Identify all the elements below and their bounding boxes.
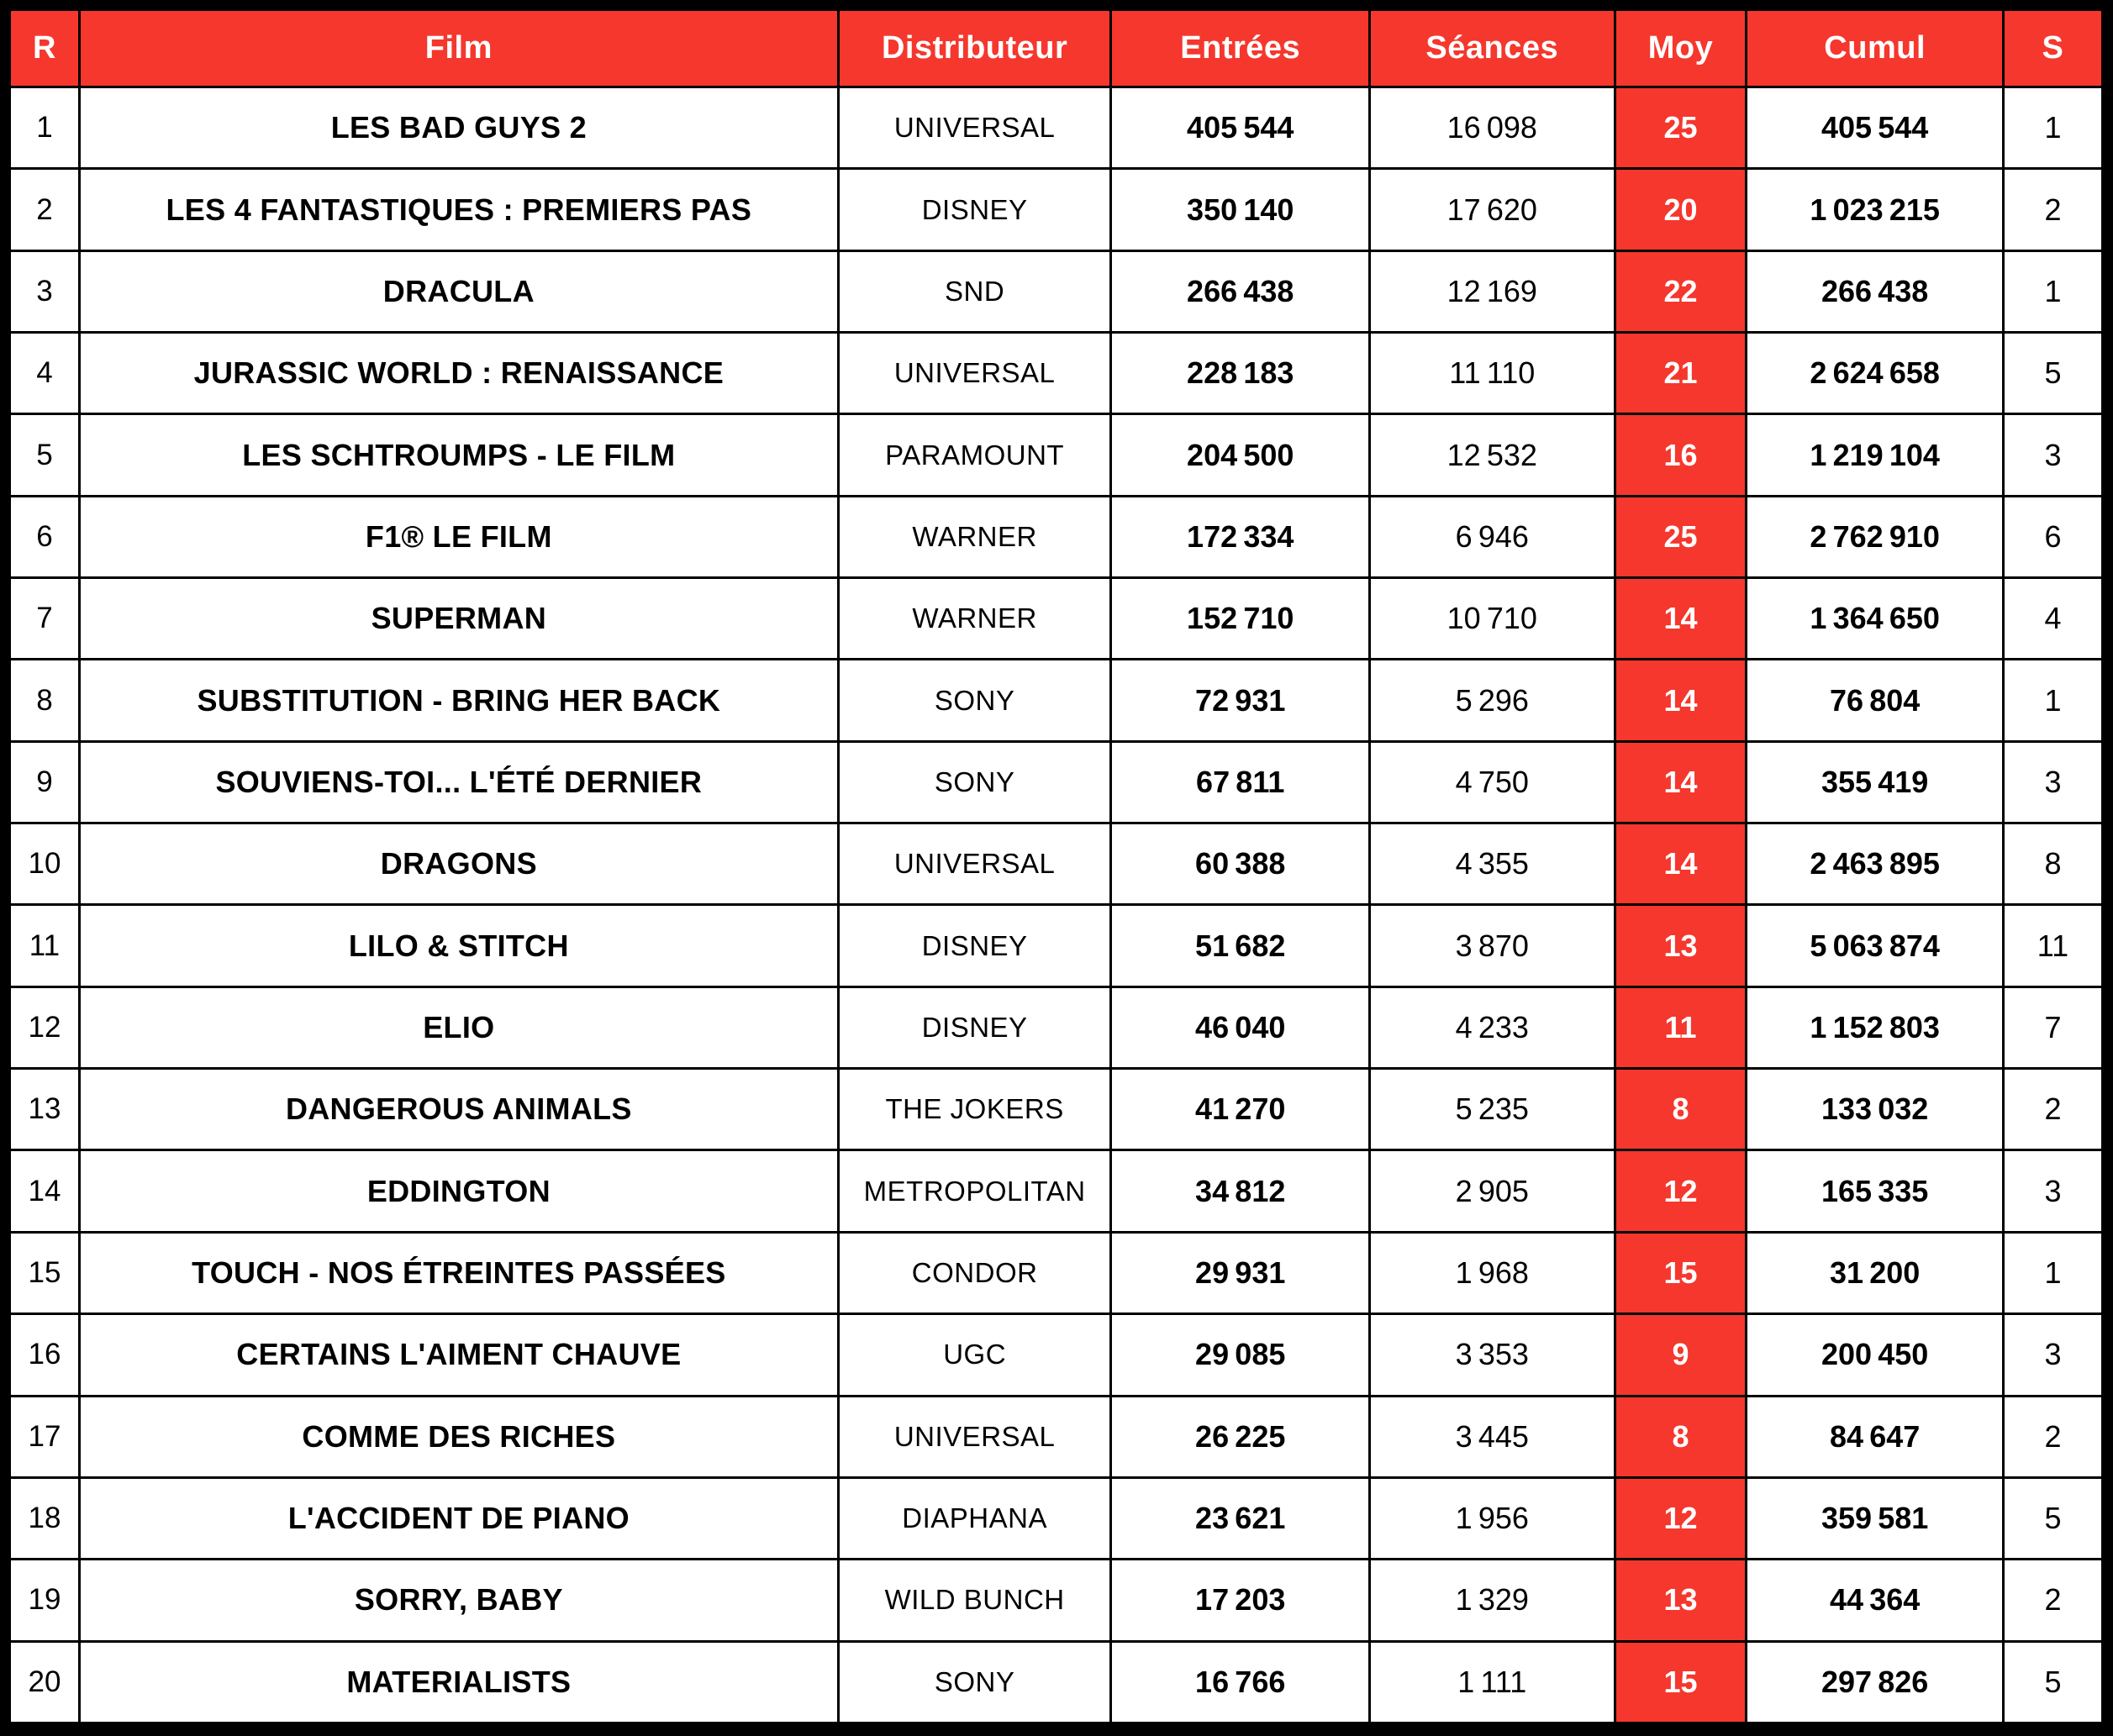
entries-cell: 23 621	[1111, 1477, 1370, 1559]
table-row	[10, 169, 2103, 250]
weeks-cell: 5	[2003, 1477, 2102, 1559]
entries-cell: 26 225	[1111, 1396, 1370, 1477]
distributor-cell: CONDOR	[838, 1232, 1111, 1313]
rank-cell: 9	[10, 741, 80, 823]
table-row	[10, 333, 2103, 414]
header-screenings: Séances	[1369, 10, 1615, 87]
entries-cell: 204 500	[1111, 414, 1370, 496]
film-title-cell: TOUCH - NOS ÉTREINTES PASSÉES	[79, 1232, 838, 1313]
rank-cell: 2	[10, 169, 80, 250]
average-cell: 12	[1615, 1477, 1747, 1559]
entries-cell: 16 766	[1111, 1641, 1370, 1723]
film-title-cell: DRAGONS	[79, 823, 838, 905]
table-row	[10, 1150, 2103, 1232]
entries-cell: 29 931	[1111, 1232, 1370, 1313]
cumulative-cell: 1 219 104	[1747, 414, 2004, 496]
entries-cell: 405 544	[1111, 87, 1370, 169]
rank-cell: 8	[10, 660, 80, 741]
average-cell: 13	[1615, 905, 1747, 986]
rank-cell: 11	[10, 905, 80, 986]
film-title-cell: DRACULA	[79, 250, 838, 332]
table-body	[10, 87, 2103, 1723]
rank-cell: 1	[10, 87, 80, 169]
distributor-cell: WILD BUNCH	[838, 1560, 1111, 1641]
average-cell: 12	[1615, 1150, 1747, 1232]
distributor-cell: SONY	[838, 741, 1111, 823]
rank-cell: 18	[10, 1477, 80, 1559]
cumulative-cell: 355 419	[1747, 741, 2004, 823]
average-cell: 15	[1615, 1232, 1747, 1313]
distributor-cell: THE JOKERS	[838, 1069, 1111, 1150]
header-cumulative: Cumul	[1747, 10, 2004, 87]
table-row	[10, 660, 2103, 741]
table-row	[10, 1232, 2103, 1313]
entries-cell: 17 203	[1111, 1560, 1370, 1641]
cumulative-cell: 2 624 658	[1747, 333, 2004, 414]
screenings-cell: 1 968	[1369, 1232, 1615, 1313]
average-cell: 16	[1615, 414, 1747, 496]
distributor-cell: PARAMOUNT	[838, 414, 1111, 496]
distributor-cell: SONY	[838, 1641, 1111, 1723]
weeks-cell: 2	[2003, 1560, 2102, 1641]
table-row	[10, 496, 2103, 577]
cumulative-cell: 2 463 895	[1747, 823, 2004, 905]
table-row	[10, 1396, 2103, 1477]
rank-cell: 3	[10, 250, 80, 332]
header-average: Moy	[1615, 10, 1747, 87]
weeks-cell: 7	[2003, 986, 2102, 1068]
screenings-cell: 5 296	[1369, 660, 1615, 741]
film-title-cell: SUBSTITUTION - BRING HER BACK	[79, 660, 838, 741]
screenings-cell: 4 355	[1369, 823, 1615, 905]
rank-cell: 15	[10, 1232, 80, 1313]
rank-cell: 20	[10, 1641, 80, 1723]
film-title-cell: LILO & STITCH	[79, 905, 838, 986]
table-header	[10, 10, 2103, 87]
entries-cell: 51 682	[1111, 905, 1370, 986]
weeks-cell: 3	[2003, 741, 2102, 823]
entries-cell: 34 812	[1111, 1150, 1370, 1232]
rank-cell: 6	[10, 496, 80, 577]
average-cell: 14	[1615, 578, 1747, 660]
header-weeks: S	[2003, 10, 2102, 87]
film-title-cell: LES SCHTROUMPS - LE FILM	[79, 414, 838, 496]
weeks-cell: 1	[2003, 1232, 2102, 1313]
distributor-cell: WARNER	[838, 578, 1111, 660]
table-row	[10, 87, 2103, 169]
weeks-cell: 3	[2003, 1314, 2102, 1396]
weeks-cell: 5	[2003, 1641, 2102, 1723]
cumulative-cell: 5 063 874	[1747, 905, 2004, 986]
entries-cell: 228 183	[1111, 333, 1370, 414]
entries-cell: 72 931	[1111, 660, 1370, 741]
weeks-cell: 8	[2003, 823, 2102, 905]
table-row	[10, 1477, 2103, 1559]
film-title-cell: DANGEROUS ANIMALS	[79, 1069, 838, 1150]
entries-cell: 172 334	[1111, 496, 1370, 577]
table-row	[10, 905, 2103, 986]
screenings-cell: 1 329	[1369, 1560, 1615, 1641]
weeks-cell: 2	[2003, 1069, 2102, 1150]
weeks-cell: 6	[2003, 496, 2102, 577]
distributor-cell: UNIVERSAL	[838, 87, 1111, 169]
rank-cell: 12	[10, 986, 80, 1068]
average-cell: 8	[1615, 1069, 1747, 1150]
cumulative-cell: 133 032	[1747, 1069, 2004, 1150]
table-row	[10, 1641, 2103, 1723]
screenings-cell: 11 110	[1369, 333, 1615, 414]
weeks-cell: 3	[2003, 414, 2102, 496]
rank-cell: 16	[10, 1314, 80, 1396]
screenings-cell: 1 111	[1369, 1641, 1615, 1723]
film-title-cell: CERTAINS L'AIMENT CHAUVE	[79, 1314, 838, 1396]
cumulative-cell: 200 450	[1747, 1314, 2004, 1396]
average-cell: 21	[1615, 333, 1747, 414]
entries-cell: 152 710	[1111, 578, 1370, 660]
film-title-cell: SORRY, BABY	[79, 1560, 838, 1641]
table-row	[10, 250, 2103, 332]
distributor-cell: UNIVERSAL	[838, 1396, 1111, 1477]
average-cell: 25	[1615, 496, 1747, 577]
weeks-cell: 2	[2003, 169, 2102, 250]
entries-cell: 29 085	[1111, 1314, 1370, 1396]
header-rank: R	[10, 10, 80, 87]
rank-cell: 14	[10, 1150, 80, 1232]
screenings-cell: 6 946	[1369, 496, 1615, 577]
film-title-cell: LES BAD GUYS 2	[79, 87, 838, 169]
box-office-table	[8, 8, 2104, 1724]
cumulative-cell: 1 364 650	[1747, 578, 2004, 660]
average-cell: 15	[1615, 1641, 1747, 1723]
rank-cell: 19	[10, 1560, 80, 1641]
entries-cell: 46 040	[1111, 986, 1370, 1068]
screenings-cell: 2 905	[1369, 1150, 1615, 1232]
cumulative-cell: 2 762 910	[1747, 496, 2004, 577]
cumulative-cell: 84 647	[1747, 1396, 2004, 1477]
screenings-cell: 3 353	[1369, 1314, 1615, 1396]
screenings-cell: 12 532	[1369, 414, 1615, 496]
weeks-cell: 5	[2003, 333, 2102, 414]
cumulative-cell: 31 200	[1747, 1232, 2004, 1313]
screenings-cell: 3 870	[1369, 905, 1615, 986]
distributor-cell: SND	[838, 250, 1111, 332]
screenings-cell: 16 098	[1369, 87, 1615, 169]
cumulative-cell: 165 335	[1747, 1150, 2004, 1232]
screenings-cell: 4 233	[1369, 986, 1615, 1068]
table-row	[10, 578, 2103, 660]
cumulative-cell: 297 826	[1747, 1641, 2004, 1723]
entries-cell: 67 811	[1111, 741, 1370, 823]
table-row	[10, 1069, 2103, 1150]
weeks-cell: 4	[2003, 578, 2102, 660]
film-title-cell: F1® LE FILM	[79, 496, 838, 577]
screenings-cell: 3 445	[1369, 1396, 1615, 1477]
average-cell: 9	[1615, 1314, 1747, 1396]
header-row	[10, 10, 2103, 87]
distributor-cell: WARNER	[838, 496, 1111, 577]
entries-cell: 266 438	[1111, 250, 1370, 332]
rank-cell: 7	[10, 578, 80, 660]
weeks-cell: 3	[2003, 1150, 2102, 1232]
entries-cell: 60 388	[1111, 823, 1370, 905]
rank-cell: 10	[10, 823, 80, 905]
film-title-cell: LES 4 FANTASTIQUES : PREMIERS PAS	[79, 169, 838, 250]
film-title-cell: MATERIALISTS	[79, 1641, 838, 1723]
entries-cell: 350 140	[1111, 169, 1370, 250]
rank-cell: 5	[10, 414, 80, 496]
cumulative-cell: 405 544	[1747, 87, 2004, 169]
table-row	[10, 741, 2103, 823]
cumulative-cell: 1 152 803	[1747, 986, 2004, 1068]
weeks-cell: 1	[2003, 250, 2102, 332]
distributor-cell: SONY	[838, 660, 1111, 741]
table-row	[10, 1314, 2103, 1396]
film-title-cell: SOUVIENS-TOI... L'ÉTÉ DERNIER	[79, 741, 838, 823]
weeks-cell: 11	[2003, 905, 2102, 986]
header-film: Film	[79, 10, 838, 87]
distributor-cell: METROPOLITAN	[838, 1150, 1111, 1232]
average-cell: 14	[1615, 741, 1747, 823]
header-distributor: Distributeur	[838, 10, 1111, 87]
distributor-cell: DISNEY	[838, 169, 1111, 250]
average-cell: 22	[1615, 250, 1747, 332]
table-row	[10, 823, 2103, 905]
distributor-cell: UNIVERSAL	[838, 823, 1111, 905]
table-row	[10, 986, 2103, 1068]
film-title-cell: JURASSIC WORLD : RENAISSANCE	[79, 333, 838, 414]
distributor-cell: DISNEY	[838, 986, 1111, 1068]
cumulative-cell: 359 581	[1747, 1477, 2004, 1559]
distributor-cell: DISNEY	[838, 905, 1111, 986]
screenings-cell: 12 169	[1369, 250, 1615, 332]
average-cell: 25	[1615, 87, 1747, 169]
distributor-cell: UGC	[838, 1314, 1111, 1396]
rank-cell: 13	[10, 1069, 80, 1150]
film-title-cell: COMME DES RICHES	[79, 1396, 838, 1477]
screenings-cell: 4 750	[1369, 741, 1615, 823]
distributor-cell: DIAPHANA	[838, 1477, 1111, 1559]
table-row	[10, 414, 2103, 496]
cumulative-cell: 1 023 215	[1747, 169, 2004, 250]
film-title-cell: SUPERMAN	[79, 578, 838, 660]
cumulative-cell: 76 804	[1747, 660, 2004, 741]
screenings-cell: 5 235	[1369, 1069, 1615, 1150]
weeks-cell: 1	[2003, 660, 2102, 741]
header-entries: Entrées	[1111, 10, 1370, 87]
cumulative-cell: 266 438	[1747, 250, 2004, 332]
rank-cell: 4	[10, 333, 80, 414]
average-cell: 14	[1615, 660, 1747, 741]
average-cell: 8	[1615, 1396, 1747, 1477]
screenings-cell: 1 956	[1369, 1477, 1615, 1559]
screenings-cell: 17 620	[1369, 169, 1615, 250]
film-title-cell: EDDINGTON	[79, 1150, 838, 1232]
table-row	[10, 1560, 2103, 1641]
film-title-cell: L'ACCIDENT DE PIANO	[79, 1477, 838, 1559]
film-title-cell: ELIO	[79, 986, 838, 1068]
weeks-cell: 1	[2003, 87, 2102, 169]
distributor-cell: UNIVERSAL	[838, 333, 1111, 414]
rank-cell: 17	[10, 1396, 80, 1477]
average-cell: 11	[1615, 986, 1747, 1068]
weeks-cell: 2	[2003, 1396, 2102, 1477]
average-cell: 13	[1615, 1560, 1747, 1641]
screenings-cell: 10 710	[1369, 578, 1615, 660]
average-cell: 14	[1615, 823, 1747, 905]
average-cell: 20	[1615, 169, 1747, 250]
cumulative-cell: 44 364	[1747, 1560, 2004, 1641]
entries-cell: 41 270	[1111, 1069, 1370, 1150]
